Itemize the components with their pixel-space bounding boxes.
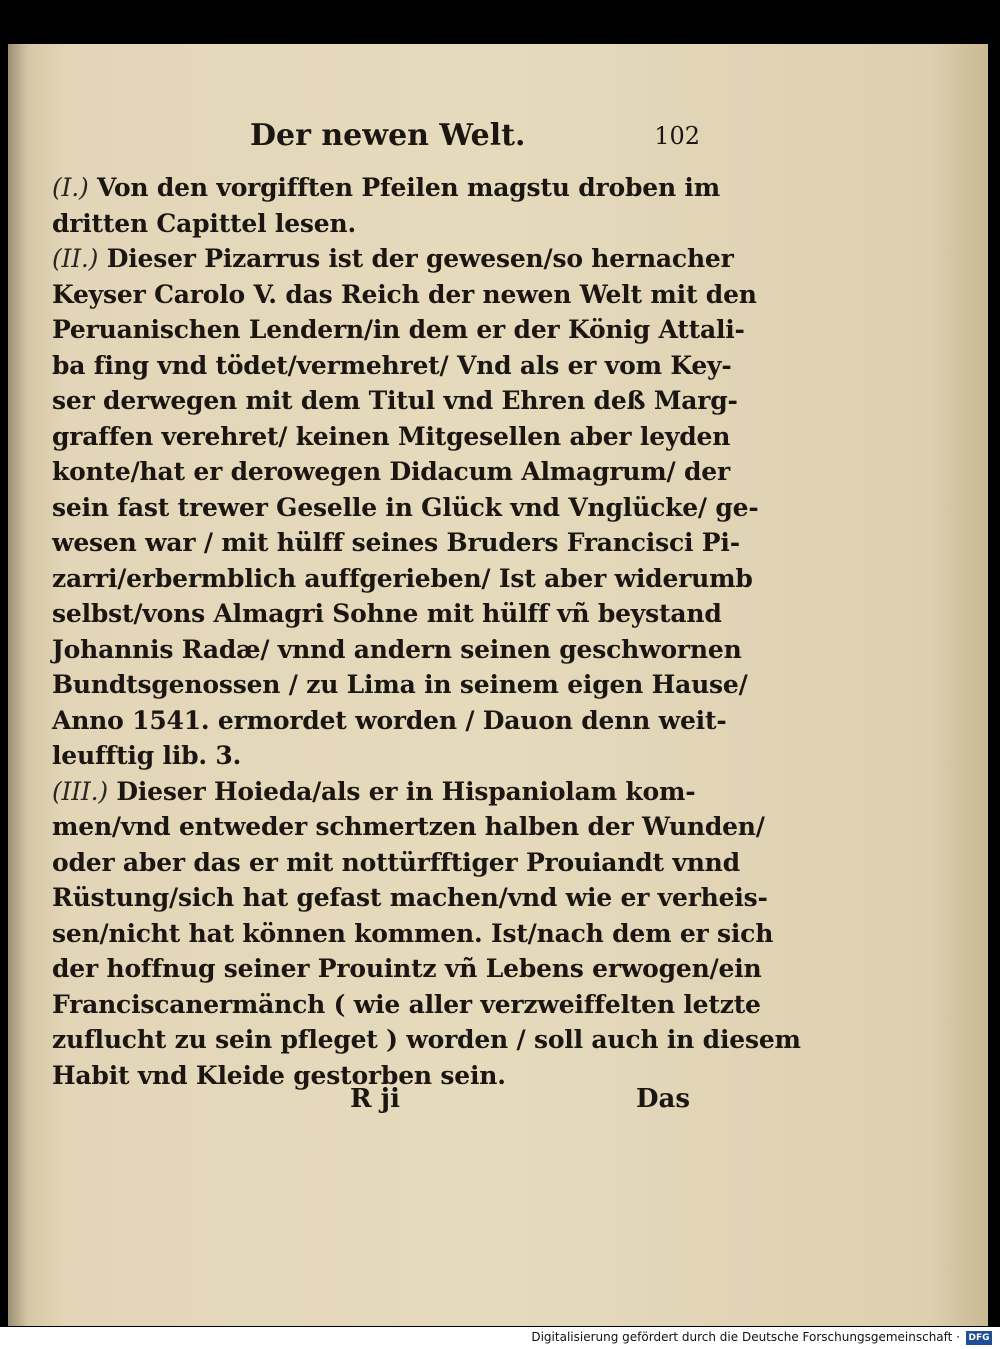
text-line: graffen verehret/ keinen Mitgesellen aber leyden: [52, 421, 731, 451]
funding-notice: Digitalisierung gefördert durch die Deutsche Forschungsgemeinschaft ·: [531, 1330, 960, 1344]
text-line: sen/nicht hat können kommen. Ist/nach dem er sich: [52, 918, 774, 948]
page-header: [240, 118, 700, 160]
text-line: [52, 170, 720, 206]
text-line: zarri/erbermblich auffgerieben/ Ist aber widerumb: [52, 563, 753, 593]
funding-footer-bar: [0, 1327, 1000, 1349]
text-line: men/vnd entweder schmertzen halben der Wunden/: [52, 812, 765, 841]
text-line: [52, 774, 702, 810]
text-line: leufftig lib. 3.: [52, 741, 242, 770]
page-number: 102: [654, 122, 700, 150]
text-line: oder aber das er mit nottürfftiger Prouiandt vnnd: [52, 847, 740, 877]
note-marker: (I.): [52, 173, 89, 202]
text-line: zuflucht zu sein pfleget ) worden / soll auch in diesem: [52, 1025, 801, 1054]
text-line: Franciscanermänch ( wie aller verzweiffelten letzte: [52, 989, 761, 1019]
text-line: Anno 1541. ermordet worden / Dauon denn weit-: [52, 705, 727, 735]
dfg-logo-icon: DFG: [966, 1331, 992, 1345]
note-marker: (II.): [52, 244, 99, 273]
line-text: Dieser Hoieda/als er in Hispaniolam kom-: [116, 776, 696, 806]
text-line: Keyser Carolo V. das Reich der newen Welt mit den: [52, 279, 757, 309]
text-line: [52, 241, 734, 277]
text-line: ba fing vnd tödet/vermehret/ Vnd als er vom Key-: [52, 350, 732, 380]
text-line: Peruanischen Lendern/in dem er der König Attali-: [52, 315, 745, 344]
note-marker: (III.): [52, 776, 108, 806]
text-line: Johannis Radæ/ vnnd andern seinen geschwornen: [52, 634, 742, 664]
text-line: sein fast trewer Geselle in Glück vnd Vnglücke/ ge-: [52, 492, 759, 522]
text-line: Bundtsgenossen / zu Lima in seinem eigen Hause/: [52, 670, 748, 699]
text-line: dritten Capittel lesen.: [52, 208, 356, 238]
notes-body: [52, 170, 801, 1093]
line-text: Dieser Pizarrus ist der gewesen/so hernacher: [106, 244, 734, 273]
text-line: wesen war / mit hülff seines Bruders Francisci Pi-: [52, 528, 740, 557]
text-line: konte/hat er derowegen Didacum Almagrum/ der: [52, 457, 730, 486]
catchword: Das: [636, 1084, 691, 1114]
text-line: Rüstung/sich hat gefast machen/vnd wie er verheis-: [52, 883, 768, 912]
text-line: ser derwegen mit dem Titul vnd Ehren deß Marg-: [52, 386, 738, 415]
line-text: Von den vorgifften Pfeilen magstu droben im: [97, 173, 720, 202]
signature-mark: R ji: [350, 1084, 400, 1114]
text-line: der hoffnug seiner Prouintz vñ Lebens erwogen/ein: [52, 954, 762, 983]
page-gutter-shadow: [8, 44, 28, 1326]
text-line: selbst/vons Almagri Sohne mit hülff vñ beystand: [52, 599, 722, 628]
text-line: Habit vnd Kleide gestorben sein.: [52, 1060, 506, 1090]
running-title: Der newen Welt.: [250, 118, 526, 153]
